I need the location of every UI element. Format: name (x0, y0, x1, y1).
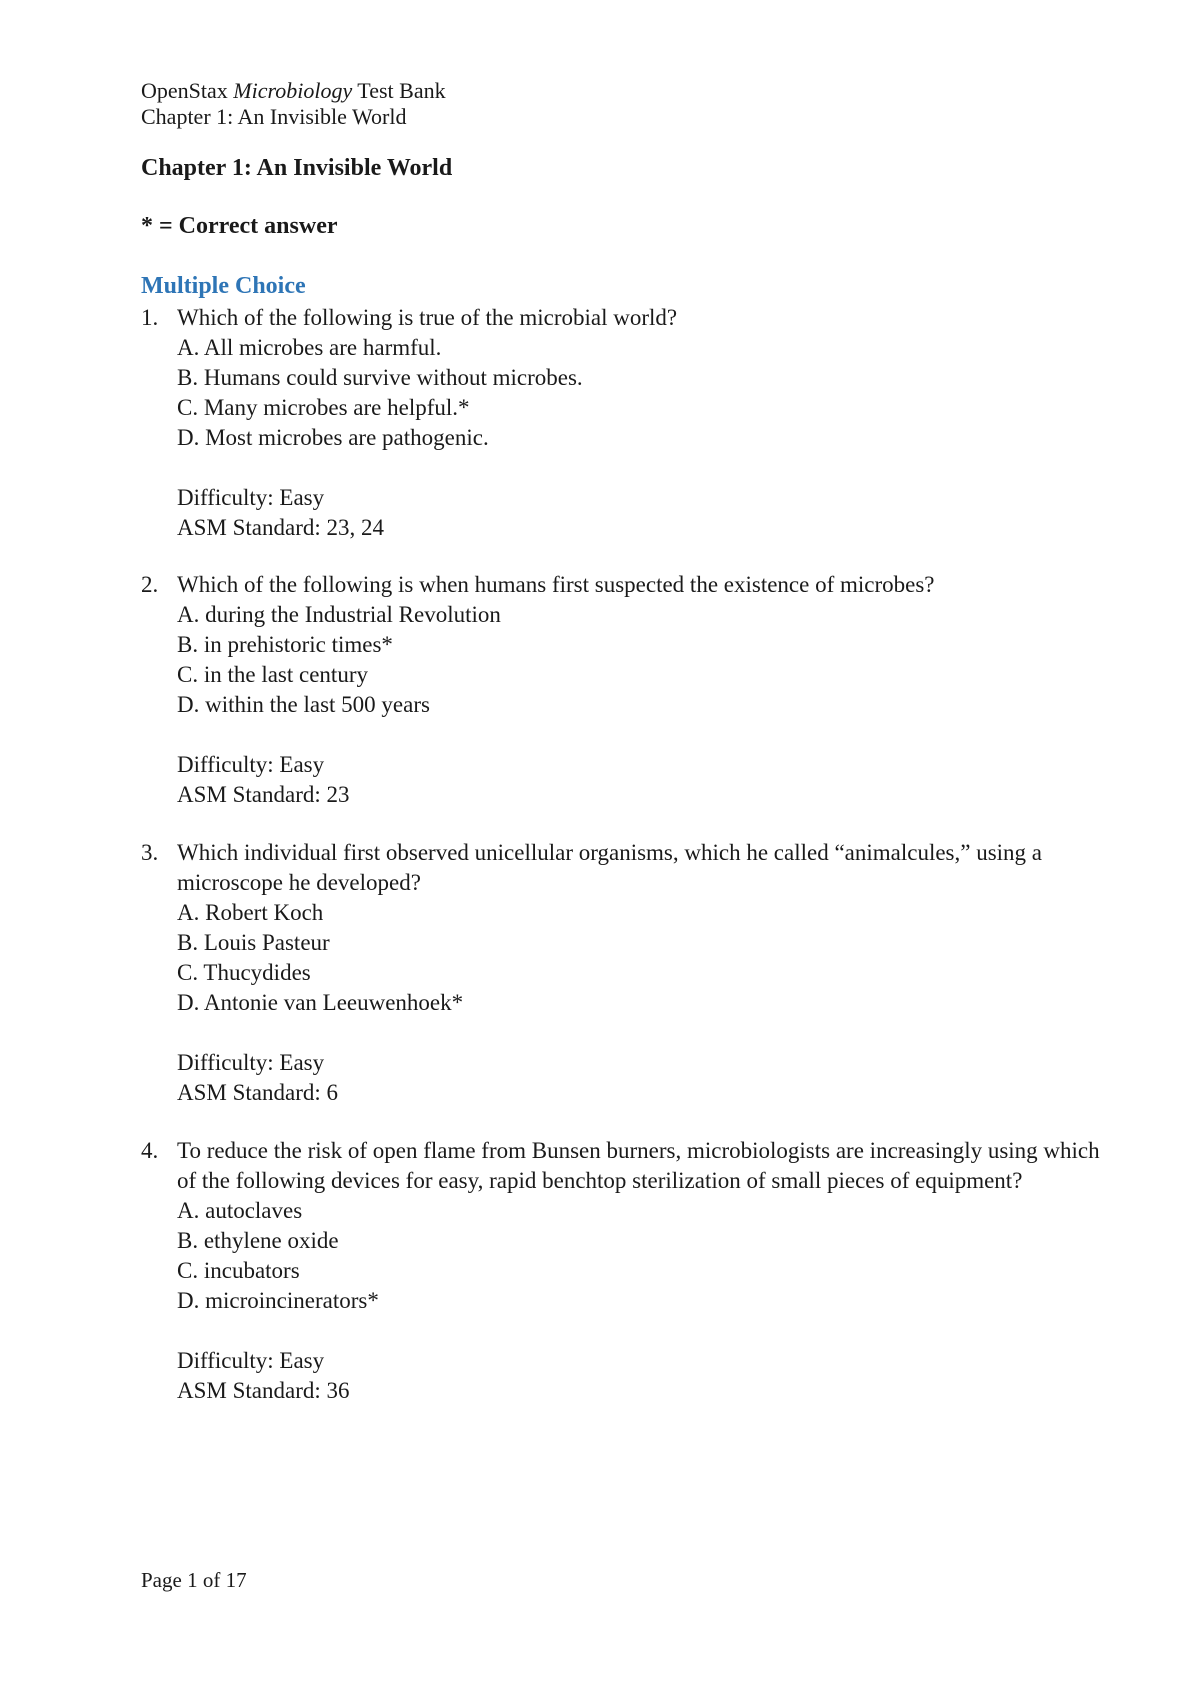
question-stem: Which individual first observed unicellular organisms, which he called “animalcules,” using a microscope he developed? (177, 840, 1043, 895)
question-stem: To reduce the risk of open flame from Bunsen burners, microbiologists are increasingly using which of the following devices for easy, rapid benchtop sterilization of small pieces of equipment? (177, 1138, 1100, 1193)
question-number: 3. (141, 840, 159, 865)
question-3 (141, 838, 1101, 1108)
question-number: 1. (141, 305, 159, 330)
answer-option: A. All microbes are harmful. (177, 335, 442, 360)
answer-option: B. ethylene oxide (177, 1228, 339, 1253)
header-book-title: Microbiology (233, 78, 353, 103)
question-1 (141, 303, 1101, 543)
question-stem: Which of the following is true of the microbial world? (177, 305, 678, 330)
asm-standard: ASM Standard: 36 (177, 1378, 350, 1403)
question-4 (141, 1136, 1101, 1406)
answer-option: A. autoclaves (177, 1198, 303, 1223)
question-number: 2. (141, 572, 159, 597)
answer-option: B. in prehistoric times* (177, 632, 393, 657)
asm-standard: ASM Standard: 23, 24 (177, 515, 384, 540)
section-heading: Multiple Choice (141, 273, 306, 299)
asm-standard: ASM Standard: 23 (177, 782, 350, 807)
question-stem: Which of the following is when humans first suspected the existence of microbes? (177, 572, 935, 597)
page-title: Chapter 1: An Invisible World (141, 155, 453, 181)
question-2 (141, 570, 1101, 810)
answer-option: A. during the Industrial Revolution (177, 602, 501, 627)
difficulty: Difficulty: Easy (177, 485, 325, 510)
answer-option: C. incubators (177, 1258, 300, 1283)
answer-option: C. Many microbes are helpful.* (177, 395, 470, 420)
difficulty: Difficulty: Easy (177, 752, 325, 777)
asm-standard: ASM Standard: 6 (177, 1080, 338, 1105)
difficulty: Difficulty: Easy (177, 1348, 325, 1373)
page-number: Page 1 of 17 (141, 1568, 247, 1592)
answer-option: C. in the last century (177, 662, 368, 687)
header-publisher: OpenStax (141, 78, 234, 103)
answer-option: B. Humans could survive without microbes. (177, 365, 583, 390)
answer-option: A. Robert Koch (177, 900, 324, 925)
question-number: 4. (141, 1138, 159, 1163)
answer-option: C. Thucydides (177, 960, 311, 985)
answer-legend: * = Correct answer (141, 213, 338, 239)
header-suffix: Test Bank (352, 78, 446, 103)
answer-option: D. Most microbes are pathogenic. (177, 425, 489, 450)
running-header-line2: Chapter 1: An Invisible World (141, 104, 407, 129)
answer-option: D. Antonie van Leeuwenhoek* (177, 990, 464, 1015)
running-header-line1 (141, 78, 446, 104)
answer-option: B. Louis Pasteur (177, 930, 330, 955)
answer-option: D. microincinerators* (177, 1288, 379, 1313)
running-header (141, 78, 446, 130)
difficulty: Difficulty: Easy (177, 1050, 325, 1075)
answer-option: D. within the last 500 years (177, 692, 430, 717)
